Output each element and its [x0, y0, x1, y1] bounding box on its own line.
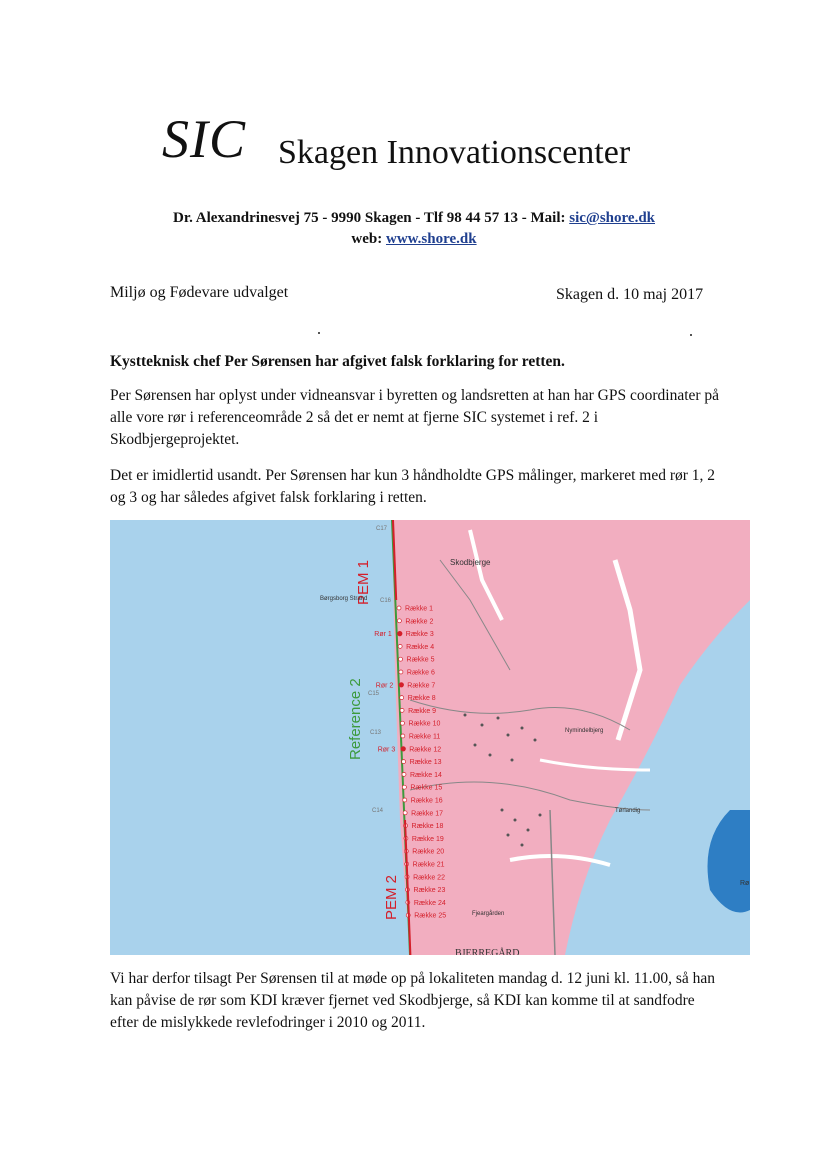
web-link[interactable]: www.shore.dk: [385, 231, 477, 247]
row-label: Række 3: [405, 631, 434, 639]
dateline: Skagen d. 10 maj 2017: [556, 286, 704, 303]
row-marker: [403, 798, 407, 802]
coastal-map: [110, 520, 750, 955]
email-link[interactable]: sic@shore.dk: [569, 210, 656, 226]
tube-marker: [399, 682, 404, 687]
ref-c15: C15: [368, 691, 380, 697]
row-label: Række 14: [409, 771, 442, 779]
paragraph-1: Per Sørensen har oplyst under vidneansvar i byretten og landsretten at han har GPS coordinater på alle vore rør i referenceområde 2 så det er nemt at fjerne SIC systemet i ref. 2 i Skodbjergeprojektet.: [110, 387, 720, 448]
place-toerlandig: Tørlandig: [615, 808, 641, 814]
row-label: Række 22: [413, 874, 445, 882]
edge-label: Rø: [740, 880, 750, 887]
reference-label: Reference 2: [347, 678, 364, 760]
row-label: Række 15: [410, 784, 443, 792]
row-label: Række 24: [413, 899, 446, 907]
paragraph-3: Vi har derfor tilsagt Per Sørensen til at møde op på lokaliteten mandag d. 12 juni kl. 11.00, så han kan påvise de rør som KDI kræver fjernet ved Skodbjerge, så KDI kan komme til at sandfodre efter de mislykkede revlefodringer i 2010 og 2011.: [110, 970, 716, 1031]
address-line: [0, 208, 828, 229]
place-skodbjerge: Skodbjerge: [450, 558, 491, 567]
address-block: [0, 208, 828, 250]
place-bjerregaard: BJERREGÅRD: [455, 948, 520, 955]
row-marker: [397, 606, 401, 610]
row-label: Række 5: [406, 656, 435, 664]
recipient: Miljø og Fødevare udvalget: [110, 284, 289, 301]
row-marker: [402, 785, 406, 789]
pem2-label: PEM 2: [383, 874, 400, 920]
row-marker: [398, 644, 402, 648]
row-marker: [399, 670, 403, 674]
row-label: Række 17: [411, 810, 444, 818]
row-label: Række 21: [412, 861, 445, 869]
ref-c13: C13: [370, 730, 382, 736]
row-marker: [402, 760, 406, 764]
row-label: Række 20: [412, 848, 445, 856]
tube-marker: [401, 746, 406, 751]
row-marker: [397, 619, 401, 623]
row-label: Række 8: [407, 695, 436, 703]
scan-speck: [318, 332, 320, 334]
tube-label: Rør 3: [377, 746, 396, 754]
row-label: Række 10: [408, 720, 441, 728]
pem1-label: PEM 1: [355, 559, 372, 605]
web-line: [0, 229, 828, 250]
paragraph-2: Det er imidlertid usandt. Per Sørensen har kun 3 håndholdte GPS målinger, markeret med rør 1, 2 og 3 og har således afgivet falsk forklaring i retten.: [110, 467, 716, 506]
row-marker: [400, 708, 404, 712]
row-label: Række 16: [410, 797, 443, 805]
org-name: Skagen Innovationscenter: [278, 134, 631, 171]
tube-label: Rør 1: [374, 631, 392, 639]
ref-c17: C17: [376, 526, 388, 532]
address-text: Dr. Alexandrinesvej 75 - 9990 Skagen - Tlf 98 44 57 13 - Mail:: [172, 210, 570, 226]
row-label: Række 6: [406, 669, 435, 677]
row-label: Række 2: [405, 618, 434, 626]
row-label: Række 1: [405, 605, 434, 613]
row-label: Række 9: [408, 707, 437, 715]
row-marker: [400, 721, 404, 725]
row-label: Række 13: [409, 759, 442, 767]
row-marker: [400, 696, 404, 700]
place-fjeargarden: Fjeargården: [472, 911, 505, 917]
letter-heading: Kystteknisk chef Per Sørensen har afgivet falsk forklaring for retten.: [110, 353, 565, 370]
row-label: Række 11: [408, 733, 441, 741]
scan-speck: [690, 334, 692, 336]
tube-label: Rør 2: [375, 682, 394, 690]
row-label: Række 18: [411, 823, 444, 831]
place-nymindelbjerg: Nymindelbjerg: [565, 728, 604, 734]
ref-c14: C14: [372, 808, 384, 814]
row-marker: [402, 772, 406, 776]
web-label: web:: [351, 231, 386, 247]
row-label: Række 12: [409, 746, 442, 754]
logo-sic: SIC: [162, 109, 246, 169]
row-marker: [399, 657, 403, 661]
row-label: Række 23: [413, 887, 446, 895]
row-label: Række 7: [407, 682, 436, 690]
row-label: Række 4: [406, 643, 435, 651]
ref-c16: C16: [380, 598, 392, 604]
row-label: Række 19: [411, 835, 444, 843]
row-marker: [401, 734, 405, 738]
row-marker: [403, 811, 407, 815]
place-borgsborg: Børgsborg Strand: [320, 596, 368, 602]
tube-marker: [397, 631, 402, 636]
row-label: Række 25: [414, 912, 447, 920]
